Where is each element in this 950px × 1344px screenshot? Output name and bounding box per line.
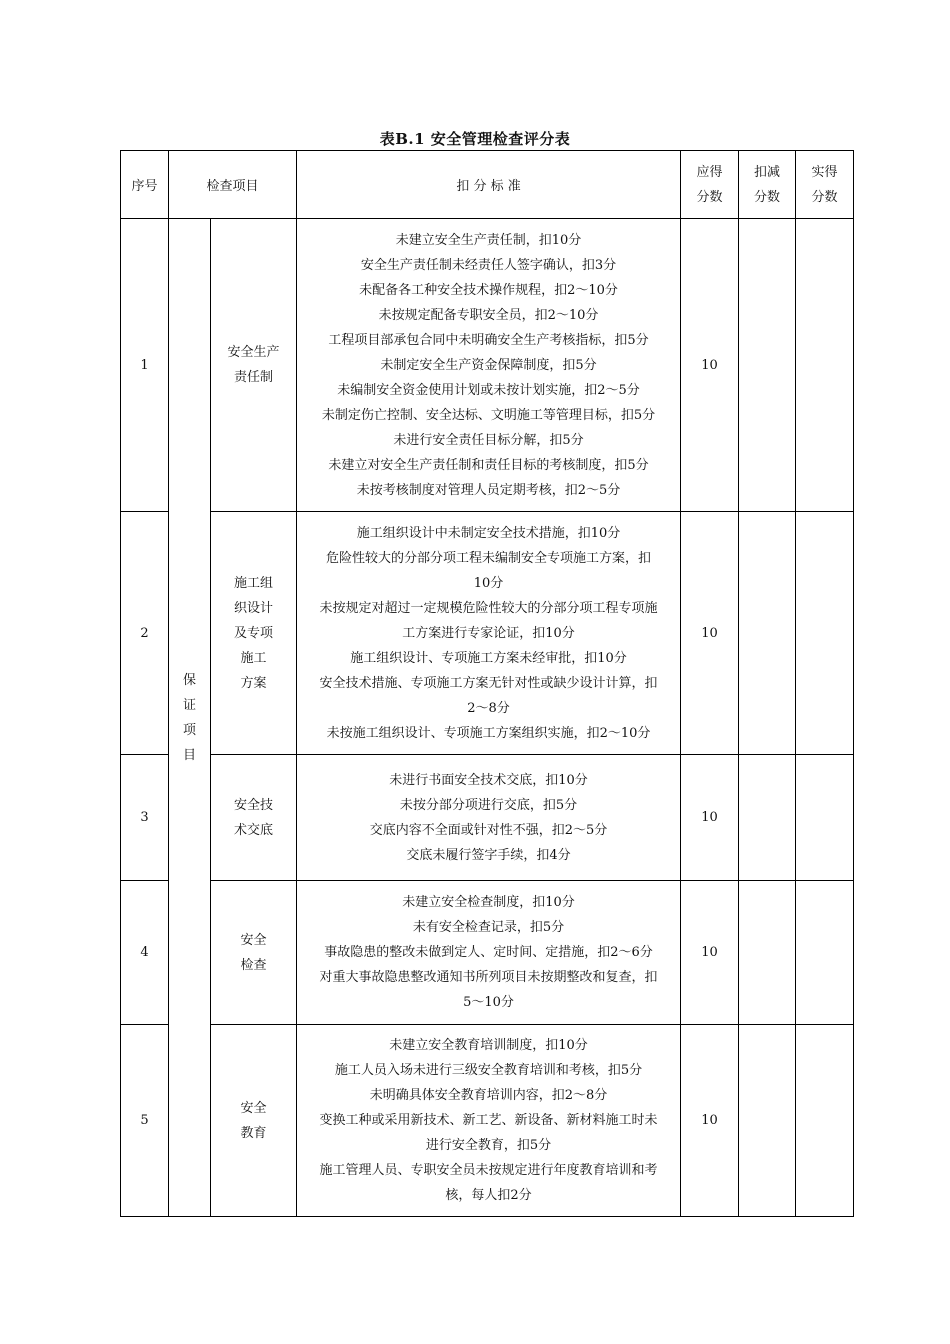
row-no: 1	[121, 219, 169, 512]
criteria-line: 事故隐患的整改未做到定人、定时间、定措施，扣2～6分	[324, 945, 653, 960]
row-item	[211, 755, 297, 881]
row-criteria	[297, 881, 681, 1025]
criteria-line: 未制定伤亡控制、安全达标、文明施工等管理目标，扣5分	[321, 407, 656, 423]
criteria-line: 未进行书面安全技术交底，扣10分	[389, 772, 588, 788]
criteria-line: 未建立对安全生产责任制和责任目标的考核制度，扣5分	[328, 457, 649, 473]
header-item: 检查项目	[169, 151, 297, 219]
criteria-line: 未编制安全资金使用计划或未按计划实施，扣2～5分	[337, 382, 640, 398]
criteria-line: 交底未履行签字手续，扣4分	[406, 847, 571, 863]
criteria-line: 施工组织设计、专项施工方案未经审批，扣10分	[350, 650, 627, 666]
score-table	[120, 150, 854, 1217]
criteria-line: 安全技术措施、专项施工方案无针对性或缺少设计计算，扣	[319, 675, 658, 691]
header-deduct-line2: 分数	[754, 189, 781, 205]
row-item	[211, 219, 297, 512]
group-label-char: 目	[182, 747, 196, 763]
criteria-line: 未建立安全生产责任制，扣10分	[395, 232, 582, 248]
row-due-score: 10	[681, 1025, 739, 1217]
table-row	[121, 881, 854, 1025]
row-actual-score	[796, 219, 854, 512]
criteria-line: 危险性较大的分部分项工程未编制安全专项施工方案，扣	[326, 550, 652, 566]
criteria-line: 未按规定对超过一定规模危险性较大的分部分项工程专项施	[319, 600, 658, 616]
header-row	[121, 151, 854, 219]
row-item	[211, 512, 297, 755]
row-item	[211, 1025, 297, 1217]
criteria-line: 未按考核制度对管理人员定期考核，扣2～5分	[356, 482, 621, 498]
header-criteria: 扣 分 标 准	[297, 151, 681, 219]
criteria-line: 变换工种或采用新技术、新工艺、新设备、新材料施工时未	[319, 1113, 658, 1128]
row-actual-score	[796, 881, 854, 1025]
item-line: 施工组	[234, 575, 274, 591]
row-no: 2	[121, 512, 169, 755]
row-criteria	[297, 755, 681, 881]
row-deduct-score	[739, 755, 796, 881]
criteria-line: 未有安全检查记录，扣5分	[412, 920, 565, 935]
row-actual-score	[796, 512, 854, 755]
item-line: 教育	[240, 1125, 267, 1141]
row-no: 3	[121, 755, 169, 881]
criteria-line: 未按规定配备专职安全员，扣2～10分	[378, 307, 599, 323]
header-due-line2: 分数	[696, 189, 723, 205]
item-line: 织设计	[234, 600, 274, 616]
criteria-line: 10分	[473, 575, 504, 591]
row-no: 4	[121, 881, 169, 1025]
table-row	[121, 512, 854, 755]
item-line: 责任制	[234, 370, 274, 385]
criteria-line: 交底内容不全面或针对性不强，扣2～5分	[369, 822, 608, 838]
row-deduct-score	[739, 881, 796, 1025]
header-due-score	[681, 151, 739, 219]
item-line: 安全生产	[227, 345, 280, 360]
header-actual-score	[796, 151, 854, 219]
header-actual-line1: 实得	[811, 164, 838, 180]
group-label-char: 保	[182, 672, 196, 688]
item-line: 方案	[240, 675, 267, 691]
row-criteria	[297, 512, 681, 755]
item-line: 术交底	[234, 822, 274, 838]
criteria-line: 施工管理人员、专职安全员未按规定进行年度教育培训和考	[319, 1163, 658, 1178]
criteria-line: 施工组织设计中未制定安全技术措施，扣10分	[356, 525, 621, 541]
row-due-score: 10	[681, 755, 739, 881]
header-actual-line2: 分数	[811, 189, 838, 205]
table-row	[121, 1025, 854, 1217]
row-deduct-score	[739, 1025, 796, 1217]
criteria-line: 未进行安全责任目标分解，扣5分	[393, 432, 584, 448]
criteria-line: 核，每人扣2分	[445, 1188, 532, 1203]
row-deduct-score	[739, 219, 796, 512]
row-actual-score	[796, 755, 854, 881]
item-line: 及专项	[234, 625, 274, 641]
criteria-line: 施工人员入场未进行三级安全教育培训和考核，扣5分	[334, 1063, 643, 1078]
row-item	[211, 881, 297, 1025]
criteria-line: 未按分部分项进行交底，扣5分	[399, 797, 578, 813]
item-line: 安全	[240, 932, 267, 948]
row-deduct-score	[739, 512, 796, 755]
group-label-guarantee-items	[169, 219, 211, 1217]
criteria-line: 未建立安全教育培训制度，扣10分	[389, 1038, 588, 1053]
item-line: 安全	[240, 1100, 267, 1116]
header-due-line1: 应得	[696, 164, 723, 180]
criteria-line: 未制定安全生产资金保障制度，扣5分	[380, 357, 597, 373]
header-deduct-score	[739, 151, 796, 219]
criteria-line: 工程项目部承包合同中未明确安全生产考核指标，扣5分	[328, 332, 649, 348]
criteria-line: 5～10分	[463, 995, 514, 1010]
item-line: 检查	[240, 957, 267, 973]
row-criteria	[297, 219, 681, 512]
row-due-score: 10	[681, 219, 739, 512]
group-label-char: 项	[182, 722, 196, 738]
criteria-line: 未明确具体安全教育培训内容，扣2～8分	[369, 1088, 608, 1103]
header-no: 序号	[121, 151, 169, 219]
row-no: 5	[121, 1025, 169, 1217]
row-actual-score	[796, 1025, 854, 1217]
table-row	[121, 219, 854, 512]
row-criteria	[297, 1025, 681, 1217]
criteria-line: 安全生产责任制未经责任人签字确认，扣3分	[360, 257, 617, 273]
table-title: 表B.1 安全管理检查评分表	[379, 130, 571, 148]
criteria-line: 2～8分	[467, 700, 510, 716]
row-due-score: 10	[681, 881, 739, 1025]
item-line: 施工	[240, 650, 267, 666]
table-row	[121, 755, 854, 881]
criteria-line: 进行安全教育，扣5分	[425, 1138, 552, 1153]
group-label-char: 证	[182, 697, 196, 713]
criteria-line: 未建立安全检查制度，扣10分	[402, 895, 575, 910]
header-deduct-line1: 扣减	[754, 164, 781, 180]
criteria-line: 对重大事故隐患整改通知书所列项目未按期整改和复查，扣	[319, 970, 658, 985]
item-line: 安全技	[234, 797, 274, 813]
row-due-score: 10	[681, 512, 739, 755]
criteria-line: 工方案进行专家论证，扣10分	[402, 625, 575, 641]
criteria-line: 未配备各工种安全技术操作规程，扣2～10分	[359, 282, 618, 298]
criteria-line: 未按施工组织设计、专项施工方案组织实施，扣2～10分	[326, 725, 651, 741]
